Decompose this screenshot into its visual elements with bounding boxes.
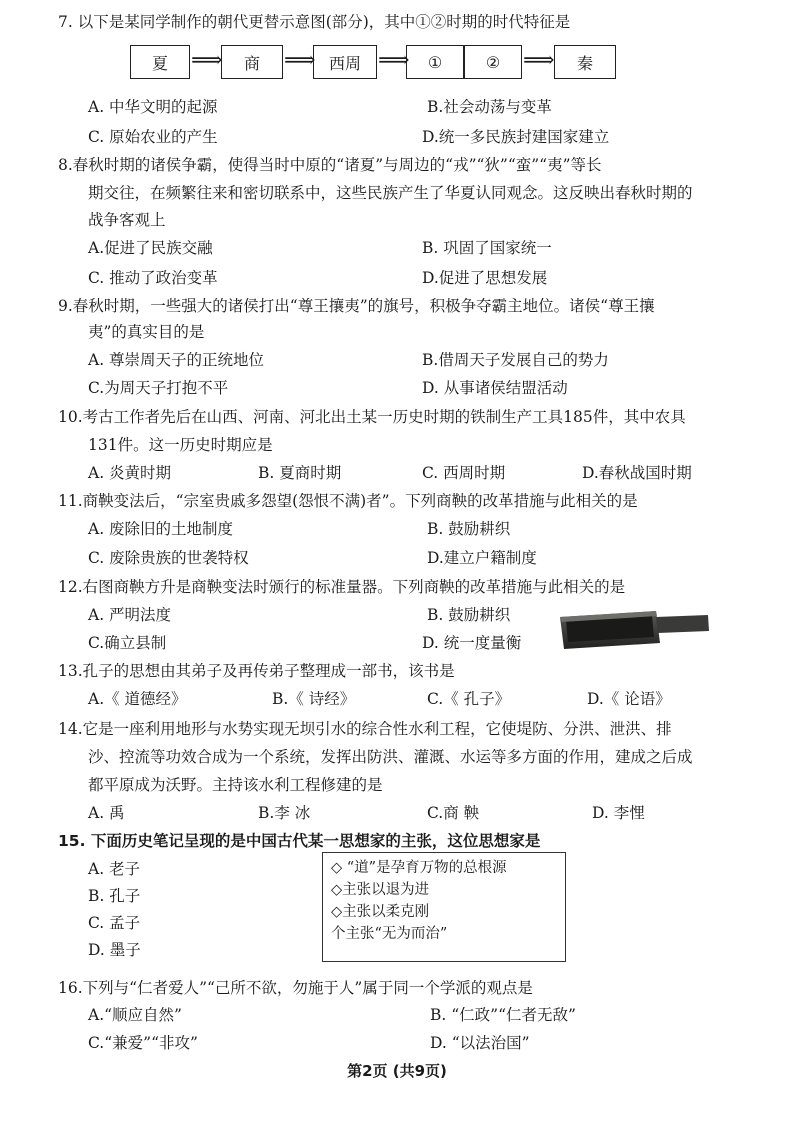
note-line: 个主张“无为而治”: [331, 926, 448, 942]
q10-option-c: C. 西周时期: [422, 464, 506, 482]
q11-option-a: A. 废除旧的土地制度: [88, 520, 234, 538]
q11-option-c: C. 废除贵族的世袭特权: [88, 549, 249, 567]
q8-option-b: B. 巩固了国家统一: [422, 239, 552, 257]
q15-stem: 15. 下面历史笔记呈现的是中国古代某一思想家的主张，这位思想家是: [58, 832, 541, 850]
note-line: ◇ “道”是孕育万物的总根源: [331, 860, 507, 876]
q8-option-c: C. 推动了政治变革: [88, 269, 218, 287]
q10-option-b: B. 夏商时期: [258, 464, 342, 482]
q15-option-d: D. 墨子: [88, 941, 141, 959]
shang-yang-fangsheng-image: [556, 603, 712, 653]
q14-option-c: C.商 鞅: [427, 804, 480, 822]
q8-option-d: D.促进了思想发展: [422, 269, 548, 287]
arrow-icon: ⟹: [378, 48, 410, 73]
q9-option-a: A. 尊崇周天子的正统地位: [88, 351, 265, 369]
q16-stem: 16.下列与“仁者爱人”“己所不欲，勿施于人”属于同一个学派的观点是: [58, 979, 533, 997]
chain-period-2: ②: [464, 45, 522, 79]
q15-option-b: B. 孔子: [88, 887, 141, 905]
q10-option-a: A. 炎黄时期: [88, 464, 172, 482]
q13-option-d: D.《 论语》: [587, 690, 671, 708]
arrow-icon: ⟹: [191, 48, 223, 73]
q13-stem: 13.孔子的思想由其弟子及再传弟子整理成一部书，该书是: [58, 662, 455, 680]
q10-stem-line2: 131件。这一历史时期应是: [88, 436, 273, 454]
page-footer: 第2页 (共9页): [347, 1062, 447, 1080]
q9-option-d: D. 从事诸侯结盟活动: [422, 379, 568, 397]
q8-option-a: A.促进了民族交融: [88, 239, 213, 257]
q7-stem: 7. 以下是某同学制作的朝代更替示意图(部分)，其中①②时期的时代特征是: [58, 13, 571, 31]
q12-option-d: D. 统一度量衡: [422, 634, 522, 652]
q14-stem-line3: 都平原成为沃野。主持该水利工程修建的是: [88, 776, 383, 794]
q14-option-a: A. 禹: [88, 804, 125, 822]
q9-option-b: B.借周天子发展自己的势力: [422, 351, 609, 369]
q11-option-b: B. 鼓励耕织: [427, 520, 511, 538]
q13-option-c: C.《 孔子》: [427, 690, 511, 708]
chain-xia: 夏: [130, 45, 190, 79]
q10-option-d: D.春秋战国时期: [582, 464, 692, 482]
q7-option-d: D.统一多民族封建国家建立: [422, 128, 610, 146]
note-line: ◇主张以退为进: [331, 882, 430, 898]
q9-stem-line2: 夷”的真实目的是: [88, 323, 205, 341]
q12-option-a: A. 严明法度: [88, 606, 172, 624]
q16-option-c: C.“兼爱”“非攻”: [88, 1034, 198, 1052]
arrow-icon: ⟹: [523, 48, 555, 73]
q9-stem-line1: 9.春秋时期，一些强大的诸侯打出“尊王攘夷”的旗号，积极争夺霸主地位。诸侯“尊王攘: [58, 297, 655, 315]
q15-option-a: A. 老子: [88, 860, 141, 878]
q16-option-d: D. “以法治国”: [430, 1034, 530, 1052]
arrow-icon: ⟹: [284, 48, 316, 73]
q16-option-b: B. “仁政”“仁者无敌”: [430, 1006, 576, 1024]
chain-shang: 商: [221, 45, 283, 79]
chain-xizhou: 西周: [313, 45, 377, 79]
q16-option-a: A.“顺应自然”: [88, 1006, 182, 1024]
history-notes-box: [322, 852, 566, 962]
q12-stem: 12.右图商鞅方升是商鞅变法时颁行的标准量器。下列商鞅的改革措施与此相关的是: [58, 578, 626, 596]
q15-option-c: C. 孟子: [88, 914, 141, 932]
q8-stem-line1: 8.春秋时期的诸侯争霸，使得当时中原的“诸夏”与周边的“戎”“狄”“蛮”“夷”等长: [58, 156, 602, 174]
q12-option-b: B. 鼓励耕织: [427, 606, 511, 624]
chain-period-1: ①: [406, 45, 464, 79]
note-line: ◇主张以柔克刚: [331, 904, 430, 920]
q11-stem: 11.商鞅变法后，“宗室贵戚多怨望(怨恨不满)者”。下列商鞅的改革措施与此相关的是: [58, 492, 638, 510]
q14-option-d: D. 李悝: [592, 804, 645, 822]
q7-option-c: C. 原始农业的产生: [88, 128, 218, 146]
q14-stem-line1: 14.它是一座利用地形与水势实现无坝引水的综合性水利工程，它使堤防、分洪、泄洪、排: [58, 720, 672, 738]
q7-option-a: A. 中华文明的起源: [88, 98, 218, 116]
q8-stem-line3: 战争客观上: [88, 211, 166, 229]
q13-option-a: A.《 道德经》: [88, 690, 187, 708]
q13-option-b: B.《 诗经》: [272, 690, 356, 708]
chain-qin: 秦: [554, 45, 616, 79]
q9-option-c: C.为周天子打抱不平: [88, 379, 229, 397]
q8-stem-line2: 期交往，在频繁往来和密切联系中，这些民族产生了华夏认同观念。这反映出春秋时期的: [88, 184, 693, 202]
q10-stem-line1: 10.考古工作者先后在山西、河南、河北出土某一历史时期的铁制生产工具185件，其中农具: [58, 408, 686, 426]
q12-option-c: C.确立县制: [88, 634, 167, 652]
q11-option-d: D.建立户籍制度: [427, 549, 537, 567]
q14-stem-line2: 沙、控流等功效合成为一个系统，发挥出防洪、灌溉、水运等多方面的作用，建成之后成: [88, 748, 693, 766]
q14-option-b: B.李 冰: [258, 804, 311, 822]
q7-option-b: B.社会动荡与变革: [427, 98, 552, 116]
